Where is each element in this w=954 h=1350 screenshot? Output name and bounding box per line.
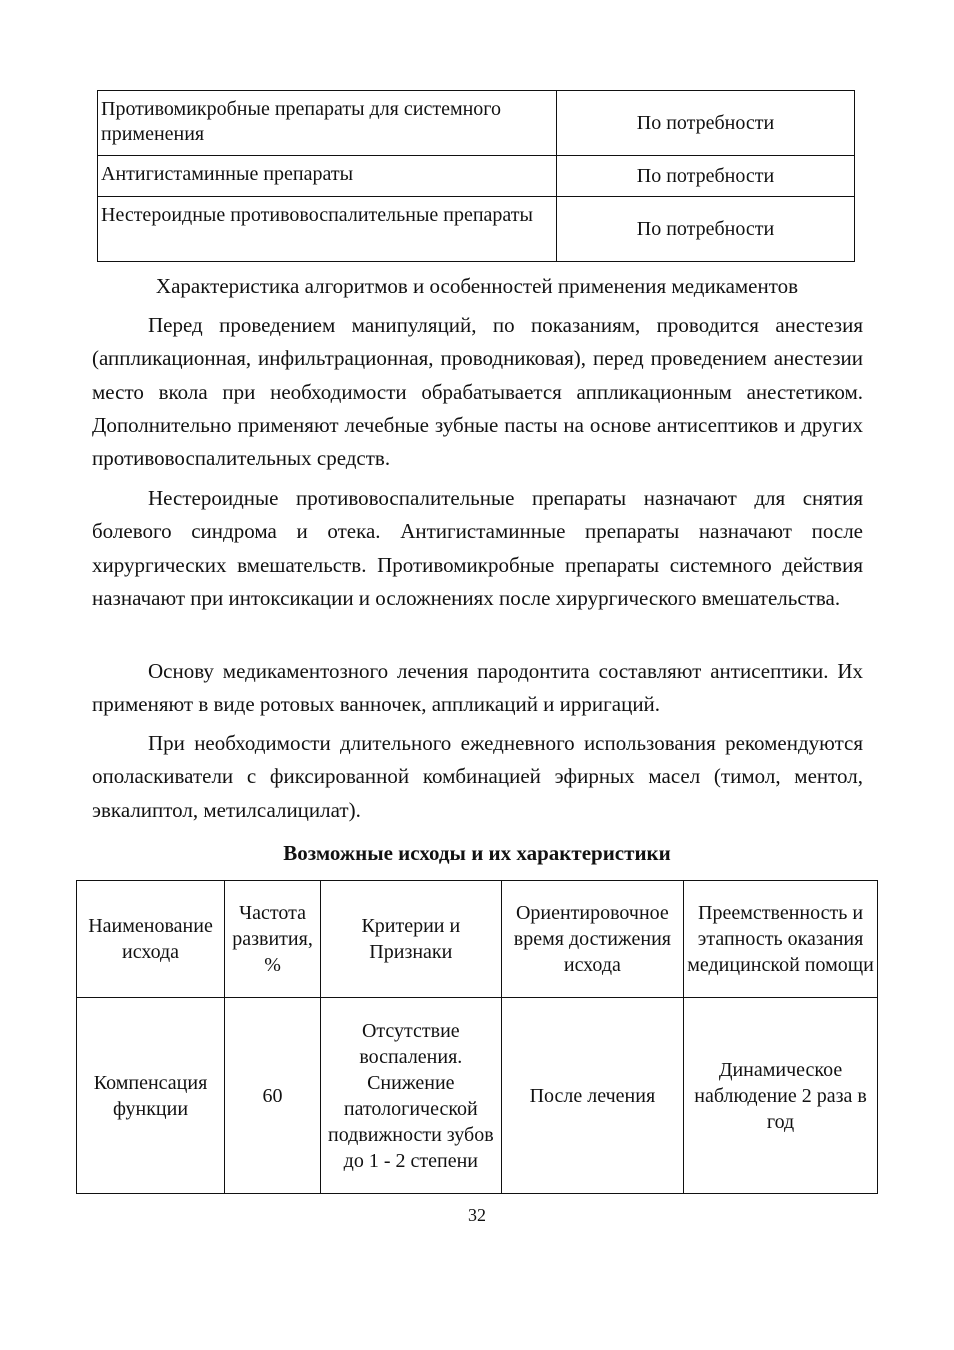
frequency-cell: 60 (225, 998, 321, 1194)
header-cell: Преемственность и этапность оказания медицинской помощи (684, 881, 878, 998)
table-row (98, 156, 855, 197)
outcome-name-cell: Компенсация функции (77, 998, 225, 1194)
paragraph: Перед проведением манипуляций, по показаниям, проводится анестезия (аппликационная, инфильтрационная, проводниковая), перед проведением анестезии место вкола при необходимости обрабатывается аппликационным анестетиком. Дополнительно применяют лечебные зубные пасты на основе антисептиков и других противовоспалительных средств. (92, 313, 863, 471)
continuity-cell: Динамическое наблюдение 2 раза в год (684, 998, 878, 1194)
paragraph: Нестероидные противовоспалительные препараты назначают для снятия болевого синдрома и отека. Антигистаминные препараты назначают после хирургических вмешательств. Противомикробные препараты системного действия назначают при интоксикации и осложнениях после хирургического вмешательства. (92, 486, 863, 610)
need-cell: По потребности (557, 156, 855, 197)
outcomes-table (76, 880, 878, 1194)
need-cell: По потребности (557, 91, 855, 156)
header-cell: Частота развития, % (225, 881, 321, 998)
header-cell: Критерии и Признаки (321, 881, 502, 998)
table-header-row (77, 881, 878, 998)
table-row (98, 91, 855, 156)
outcomes-table-title: Возможные исходы и их характеристики (283, 841, 671, 865)
header-cell: Наименование исхода (77, 881, 225, 998)
paragraph: Основу медикаментозного лечения пародонтита составляют антисептики. Их применяют в виде ротовых ванночек, аппликаций и ирригаций. (92, 659, 863, 717)
header-cell: Ориентировочное время достижения исхода (501, 881, 683, 998)
section-subheading: Характеристика алгоритмов и особенностей применения медикаментов (155, 274, 799, 298)
need-cell: По потребности (557, 197, 855, 262)
page-number: 32 (468, 1205, 486, 1225)
drug-group-cell: Антигистаминные препараты (98, 156, 557, 197)
drug-group-cell: Нестероидные противовоспалительные препараты (98, 197, 557, 262)
paragraph: При необходимости длительного ежедневного использования рекомендуются ополаскиватели с фиксированной комбинацией эфирных масел (тимол, ментол, эвкалиптол, метилсалицилат). (92, 731, 863, 822)
drug-group-cell: Противомикробные препараты для системного применения (98, 91, 557, 156)
criteria-cell: Отсутствие воспаления. Снижение патологической подвижности зубов до 1 - 2 степени (321, 998, 502, 1194)
table-row (98, 197, 855, 262)
table-row (77, 998, 878, 1194)
time-cell: После лечения (501, 998, 683, 1194)
medication-table (97, 90, 855, 262)
